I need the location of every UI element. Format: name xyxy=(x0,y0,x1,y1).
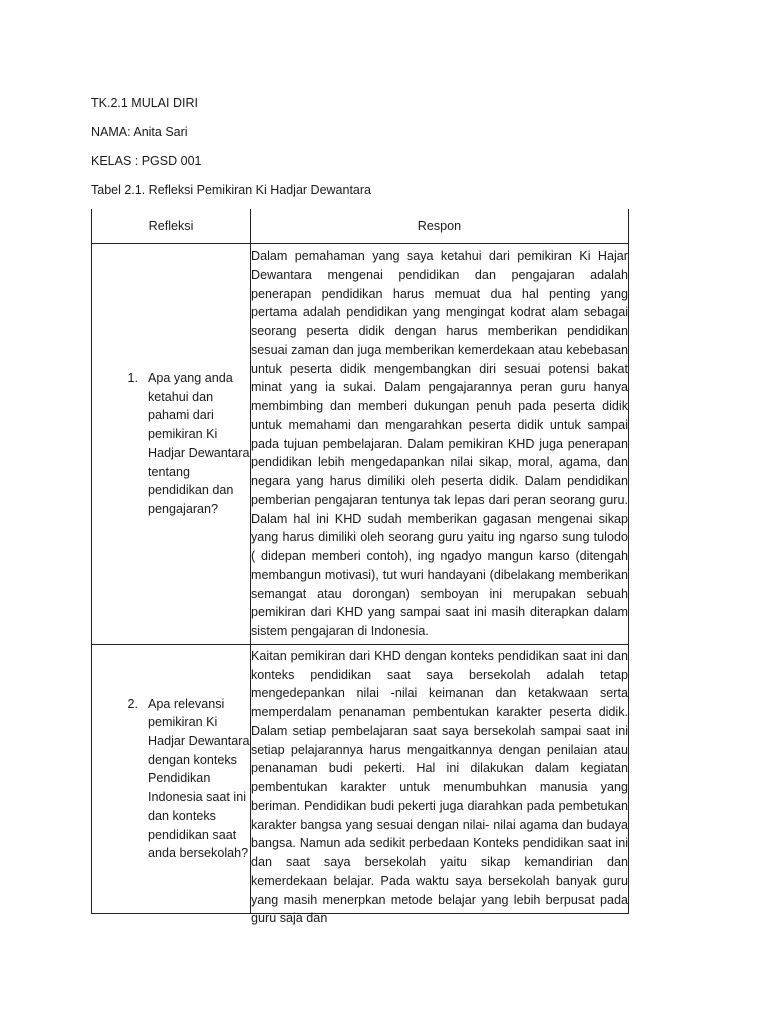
column-header-refleksi: Refleksi xyxy=(92,209,251,244)
response-text-clip: Kaitan pemikiran dari KHD dengan konteks pendidikan saat ini dan konteks pendidikan saat saya bersekolah adalah tetap mengedepankan nilai -nilai keimanan dan ketakwaan serta memperdalam penanaman pembentukan karakter peserta didik. Dalam setiap pembelajaran saat saya bersekolah sampai saat ini setiap pelajarannya harus mengaitkannya dengan penilaian atau penanaman budi pekerti. Hal ini dilakukan dalam kegiatan pembentukan karakter untuk menumbuhkan manusia yang beriman. Pendidikan budi pekerti juga diarahkan pada pembetukan karakter bangsa yang sesuai dengan nilai- nilai agama dan budaya bangsa. Namun ada sedikit perbedaan Konteks pendidikan saat ini dan saat saya bersekolah yaitu sikap kemandirian dan kemerdekaan belajar. Pada waktu saya bersekolah banyak guru yang masih menerpkan metode belajar yang lebih berpusat pada guru saja dan xyxy=(251,648,628,926)
question-number: 2. xyxy=(127,696,138,711)
student-name: NAMA: Anita Sari xyxy=(91,125,188,139)
response-text: Dalam pemahaman yang saya ketahui dari pemikiran Ki Hajar Dewantara mengenai pendidikan dan pengajaran adalah penerapan pendidikan harus memuat dua hal penting yang pertama adalah pendidikan yang mengingat kodrat alam sebagai seorang peserta didik dengan harus memberikan pendidikan sesuai zaman dan juga memberikan kemerdekaan atau kebebasan untuk peserta didik mengembangkan diri sesuai potensi bakat minat yang ia sukai. Dalam pengajarannya peran guru hanya membimbing dan memberi dukungan penuh pada peserta didik untuk memahami dan mengarahkan peserta didik untuk sampai pada tujuan pembelajaran. Dalam pemikiran KHD juga penerapan pendidikan lebih mengedapankan nilai sikap, moral, agama, dan negara yang harus dimiliki oleh peserta didik. Dalam pendidikan pemberian pengajaran tentunya tak lepas dari peran seorang guru. Dalam hal ini KHD sudah memberikan gagasan mengenai sikap yang harus dimiliki oleh seorang guru yaitu ing ngarso sung tulodo ( didepan memberi contoh), ing ngadyo mangun karso (ditengah membangun motivasi), tut wuri handayani (dibelakang memberikan semangat atau dorongan) semboyan ini merupakan sebuah pemikiran dari KHD yang sampai saat ini masih diterapkan dalam sistem pengajaran di Indonesia. xyxy=(251,244,629,645)
question-text: Apa relevansi pemikiran Ki Hadjar Dewantara dengan konteks Pendidikan Indonesia saat ini dan konteks pendidikan saat anda bersekolah? xyxy=(148,696,250,861)
table-header-row xyxy=(92,209,629,244)
column-header-respon: Respon xyxy=(251,209,629,244)
question-text: Apa yang anda ketahui dan pahami dari pemikiran Ki Hadjar Dewantara tentang pendidikan dan pengajaran? xyxy=(148,371,250,516)
response-text xyxy=(251,644,629,926)
reflection-table xyxy=(91,209,629,926)
student-class: KELAS : PGSD 001 xyxy=(91,154,202,168)
assignment-title: TK.2.1 MULAI DIRI xyxy=(91,96,198,110)
table-row xyxy=(92,644,629,913)
table-row xyxy=(92,244,629,645)
question-number: 1. xyxy=(127,371,138,386)
question-cell xyxy=(92,644,251,913)
question-cell xyxy=(92,244,251,645)
table-caption: Tabel 2.1. Refleksi Pemikiran Ki Hadjar Dewantara xyxy=(91,183,371,197)
